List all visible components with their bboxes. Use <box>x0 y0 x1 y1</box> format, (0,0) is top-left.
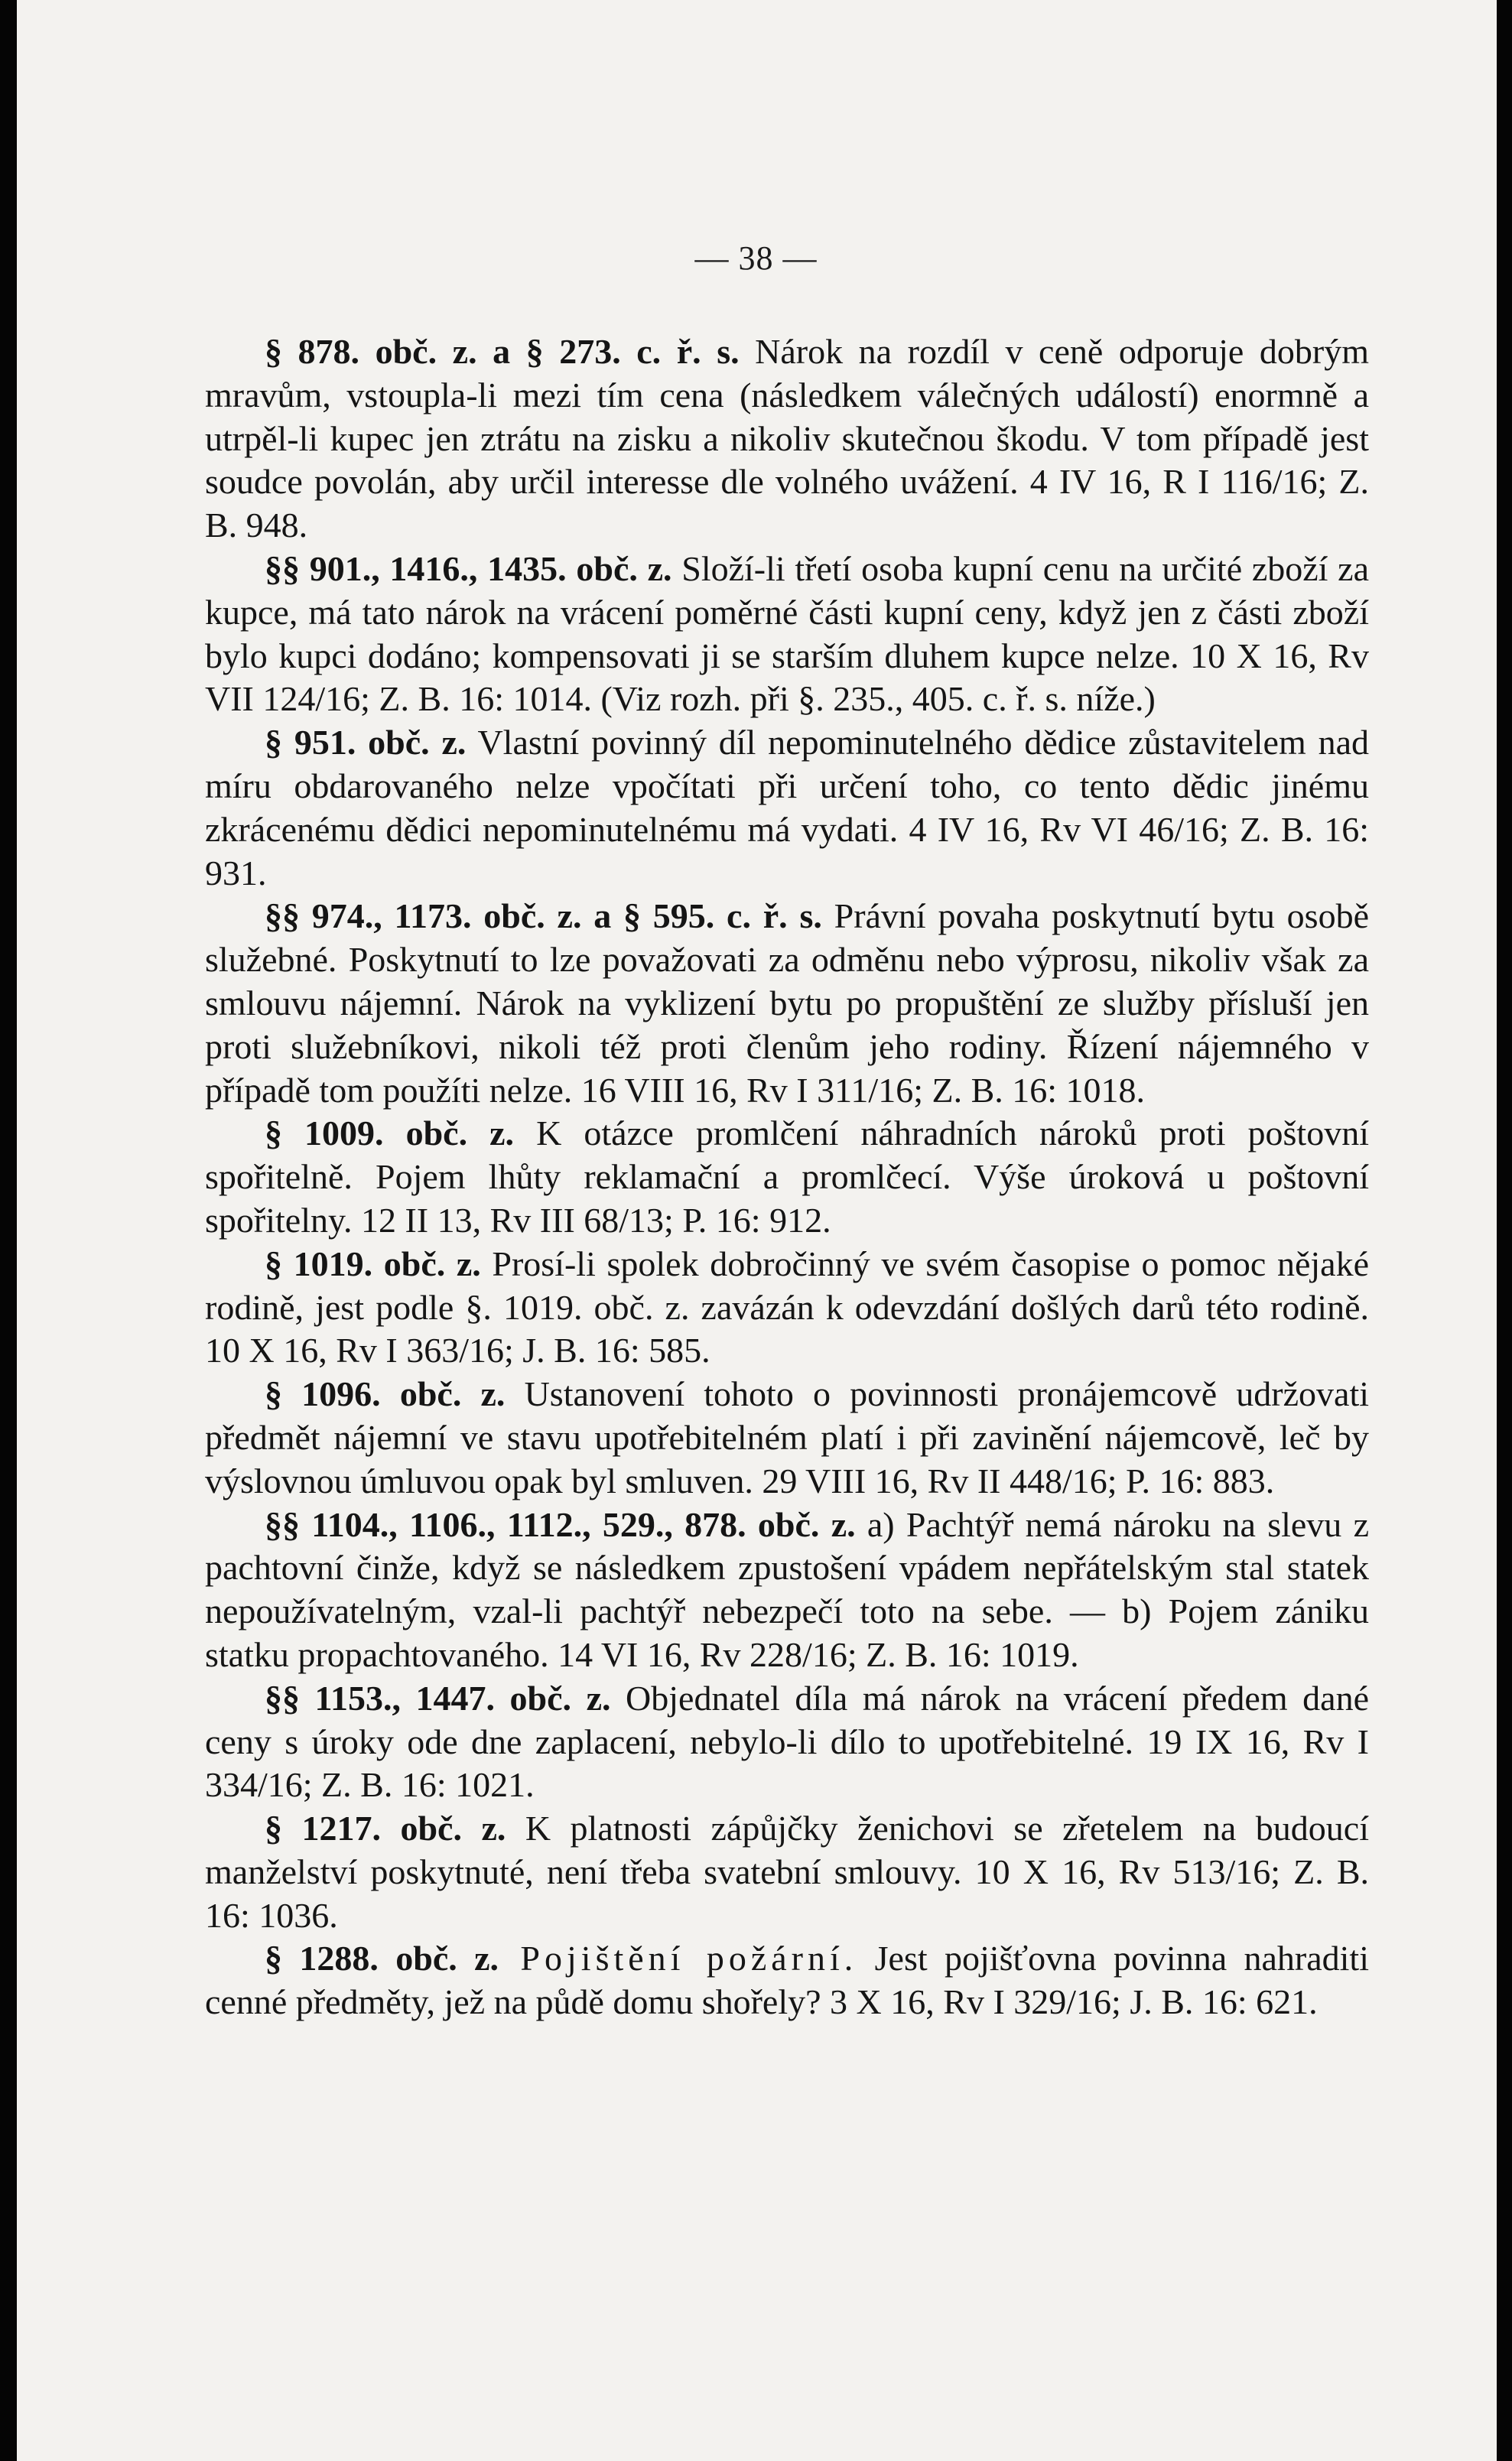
entry-reference: § 1217. obč. z. <box>265 1809 506 1848</box>
entry-951 <box>205 721 1369 895</box>
entry-reference: §§ 974., 1173. obč. z. a § 595. c. ř. s. <box>265 896 822 936</box>
entry-reference: §§ 1153., 1447. obč. z. <box>265 1678 611 1718</box>
entry-974 <box>205 895 1369 1112</box>
entry-reference: § 1009. obč. z. <box>265 1113 515 1153</box>
entry-1288 <box>205 1937 1369 2024</box>
entry-reference: § 1096. obč. z. <box>265 1374 506 1414</box>
entry-1009 <box>205 1112 1369 1242</box>
entry-text: Složí-li třetí osoba kupní cenu na určité zboží za kupce, má tato nárok na vrácení poměrné části kupní ceny, když jen z části zboží bylo kupci dodáno; kompensovati ji se starším dluhem kupce nelze. 10 X 16, Rv VII 124/16; Z. B. 16: 1014. (Viz rozh. při §. 235., 405. c. ř. s. níže.) <box>205 548 1370 719</box>
entry-text: Ustanovení tohoto o povinnosti pronájemcově udržovati předmět nájemní ve stavu upotřebitelném platí i při zavinění nájemcově, leč by výslovnou úmluvou opak byl smluven. 29 VIII 16, Rv II 448/16; P. 16: 883. <box>205 1374 1369 1500</box>
entry-heading: Pojištění požární. <box>499 1939 858 1978</box>
page-body <box>205 330 1369 2024</box>
scan-left-border <box>0 0 17 2461</box>
entry-text: Objednatel díla má nárok na vrácení předem dané ceny s úroky ode dne zaplacení, nebylo-li dílo to upotřebitelné. 19 IX 16, Rv I 334/16; Z. B. 16: 1021. <box>205 1678 1369 1805</box>
entry-text: Nárok na rozdíl v ceně odporuje dobrým mravům, vstoupla-li mezi tím cena (následkem válečných událostí) enormně a utrpěl-li kupec jen ztrátu na zisku a nikoliv skutečnou škodu. V tom případě jest soudce povolán, aby určil interesse dle volného uvážení. 4 IV 16, R I 116/16; Z. B. 948. <box>205 332 1369 545</box>
entry-text: K platnosti zápůjčky ženichovi se zřetelem na budoucí manželství poskytnuté, není třeba svatební smlouvy. 10 X 16, Rv 513/16; Z. B. 16: 1036. <box>205 1809 1370 1935</box>
entry-1153 <box>205 1677 1369 1807</box>
entry-reference: §§ 1104., 1106., 1112., 529., 878. obč. z. <box>265 1504 856 1544</box>
entry-1104 <box>205 1504 1369 1677</box>
page-number: — 38 — <box>694 239 818 277</box>
scan-right-border <box>1497 0 1512 2461</box>
entry-reference: § 1288. obč. z. <box>265 1939 499 1978</box>
entry-text: K otázce promlčení náhradních nároků proti poštovní spořitelně. Pojem lhůty reklamační a promlčecí. Výše úroková u poštovní spořitelny. 12 II 13, Rv III 68/13; P. 16: 912. <box>205 1113 1369 1240</box>
entry-text: a) Pachtýř nemá nároku na slevu z pachtovní činže, když se následkem zpustošení vpádem nepřátelským stal statek nepoužívatelným, vzal-li pachtýř nebezpečí toto na sebe. — b) Pojem zániku statku propachtovaného. 14 VI 16, Rv 228/16; Z. B. 16: 1019. <box>205 1504 1369 1674</box>
entry-text: Jest pojišťovna povinna nahraditi cenné předměty, jež na půdě domu shořely? 3 X 16, Rv I 329/16; J. B. 16: 621. <box>205 1939 1369 2022</box>
entry-1096 <box>205 1373 1369 1503</box>
entry-reference: § 951. obč. z. <box>265 723 467 762</box>
entry-1217 <box>205 1807 1369 1937</box>
entry-reference: § 878. obč. z. a § 273. c. ř. s. <box>265 332 740 371</box>
entry-878 <box>205 330 1369 548</box>
entry-901 <box>205 548 1369 721</box>
entry-text: Prosí-li spolek dobročinný ve svém časopise o pomoc nějaké rodině, jest podle §. 1019. obč. z. zavázán k odevzdání došlých darů této rodině. 10 X 16, Rv I 363/16; J. B. 16: 585. <box>205 1244 1370 1370</box>
entry-reference: § 1019. obč. z. <box>265 1244 481 1283</box>
entry-text: Vlastní povinný díl nepominutelného dědice zůstavitelem nad míru obdarovaného nelze vpočítati při určení toho, co tento dědic jinému zkrácenému dědici nepominutelnému má vydati. 4 IV 16, Rv VI 46/16; Z. B. 16: 931. <box>205 723 1369 892</box>
entry-text: Právní povaha poskytnutí bytu osobě služebné. Poskytnutí to lze považovati za odměnu nebo výprosu, nikoliv však za smlouvu nájemní. Nárok na vyklizení bytu po propuštění ze služby přísluší jen proti služebníkovi, nikoli též proti členům jeho rodiny. Řízení nájemného v případě tom použíti nelze. 16 VIII 16, Rv I 311/16; Z. B. 16: 1018. <box>205 896 1369 1110</box>
entry-1019 <box>205 1243 1369 1373</box>
entry-reference: §§ 901., 1416., 1435. obč. z. <box>265 548 672 588</box>
